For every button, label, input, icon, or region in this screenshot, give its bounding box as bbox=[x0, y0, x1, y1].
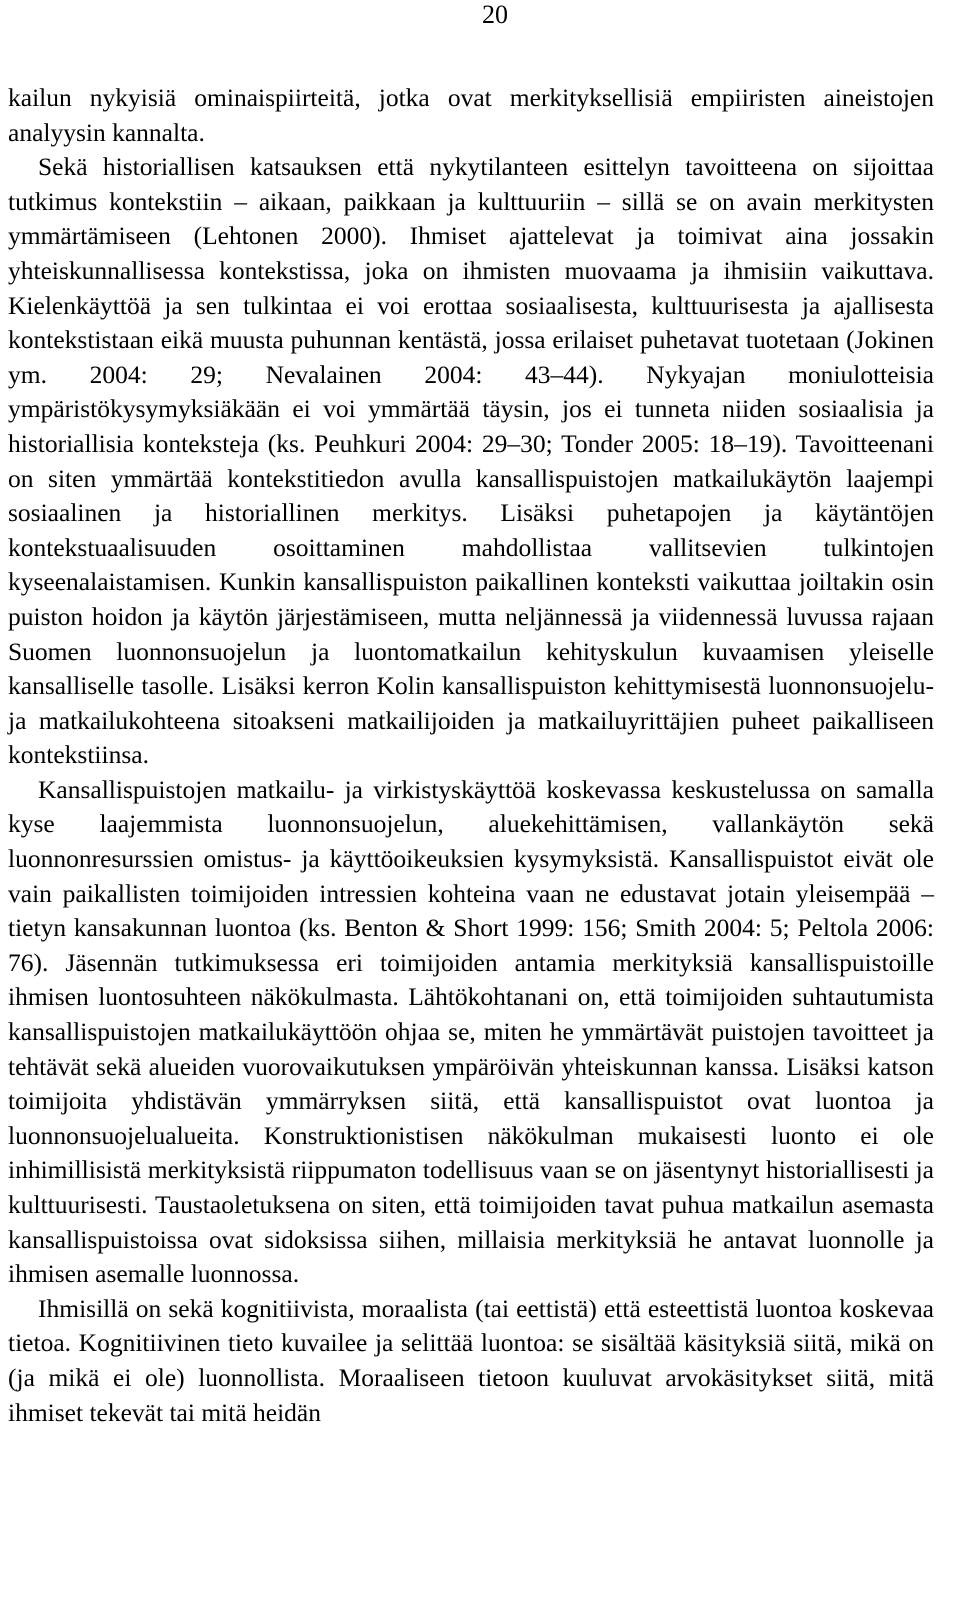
paragraph: kailun nykyisiä ominaispiirteitä, jotka ovat merkityksellisiä empiiristen aineistojen analyysin kannalta. bbox=[8, 83, 934, 147]
page-number-text: 20 bbox=[482, 0, 508, 29]
paragraph: Kansallispuistojen matkailu- ja virkistyskäyttöä koskevassa keskustelussa on samalla kyse laajemmista luonnonsuojelun, aluekehittämisen, vallankäytön sekä luonnonresurssien omistus- ja käyttöoikeuksien kysymyksistä. Kansallispuistot eivät ole vain paikallisten toimijoiden intressien kohteina vaan ne edustavat jotain yleisempää – tietyn kansakunnan luontoa (ks. Benton & Short 1999: 156; Smith 2004: 5; Peltola 2006: 76). Jäsennän tutkimuksessa eri toimijoiden antamia merkityksiä kansallispuistoille ihmisen luontosuhteen näkökulmasta. Lähtökohtanani on, että toimijoiden suhtautumista kansallispuistojen matkailukäyttöön ohjaa se, miten he ymmärtävät puistojen tavoitteet ja tehtävät sekä alueiden vuorovaikutuksen ympäröivän yhteiskunnan kanssa. Lisäksi katson toimijoita yhdistävän ymmärryksen siitä, että kansallispuistot ovat luontoa ja luonnonsuojelualueita. Konstruktionistisen näkökulman mukaisesti luonto ei ole inhimillisistä merkityksistä riippumaton todellisuus vaan se on jäsentynyt historiallisesti ja kulttuurisesti. Taustaoletuksena on siten, että toimijoiden tavat puhua matkailun asemasta kansallispuistoissa ovat sidoksissa siihen, millaisia merkityksiä he antavat luonnolle ja ihmisen asemalle luonnossa. bbox=[8, 774, 934, 1289]
paragraph: Ihmisillä on sekä kognitiivista, moraalista (tai eettistä) että esteettistä luontoa koskevaa tietoa. Kognitiivinen tieto kuvailee ja selittää luontoa: se sisältää käsityksiä siitä, mikä on (ja mikä ei ole) luonnollista. Moraaliseen tietoon kuuluvat arvokäsitykset siitä, mitä ihmiset tekevät tai mitä heidän bbox=[8, 1293, 934, 1427]
body-text bbox=[8, 81, 934, 1430]
page-number bbox=[0, 0, 960, 30]
paragraph: Sekä historiallisen katsauksen että nykytilanteen esittelyn tavoitteena on sijoittaa tutkimus kontekstiin – aikaan, paikkaan ja kulttuuriin – sillä se on avain merkitysten ymmärtämiseen (Lehtonen 2000). Ihmiset ajattelevat ja toimivat aina jossakin yhteiskunnallisessa kontekstissa, joka on ihmisten muovaama ja ihmisiin vaikuttava. Kielenkäyttöä ja sen tulkintaa ei voi erottaa sosiaalisesta, kulttuurisesta ja ajallisesta kontekstistaan eikä muusta puhunnan kentästä, jossa erilaiset puhetavat tuotetaan (Jokinen ym. 2004: 29; Nevalainen 2004: 43–44). Nykyajan moniulotteisia ympäristökysymyksiäkään ei voi ymmärtää täysin, jos ei tunneta niiden sosiaalisia ja historiallisia konteksteja (ks. Peuhkuri 2004: 29–30; Tonder 2005: 18–19). Tavoitteenani on siten ymmärtää kontekstitiedon avulla kansallispuistojen matkailukäytön laajempi sosiaalinen ja historiallinen merkitys. Lisäksi puhetapojen ja käytäntöjen kontekstuaalisuuden osoittaminen mahdollistaa vallitsevien tulkintojen kyseenalaistamisen. Kunkin kansallispuiston paikallinen konteksti vaikuttaa joiltakin osin puiston hoidon ja käytön järjestämiseen, mutta neljännessä ja viidennessä luvussa rajaan Suomen luonnonsuojelun ja luontomatkailun kehityskulun kuvaamisen yleiselle kansalliselle tasolle. Lisäksi kerron Kolin kansallispuiston kehittymisestä luonnonsuojelu- ja matkailukohteena sitoakseni matkailijoiden ja matkailuyrittäjien puheet paikalliseen kontekstiinsa. bbox=[8, 152, 934, 770]
